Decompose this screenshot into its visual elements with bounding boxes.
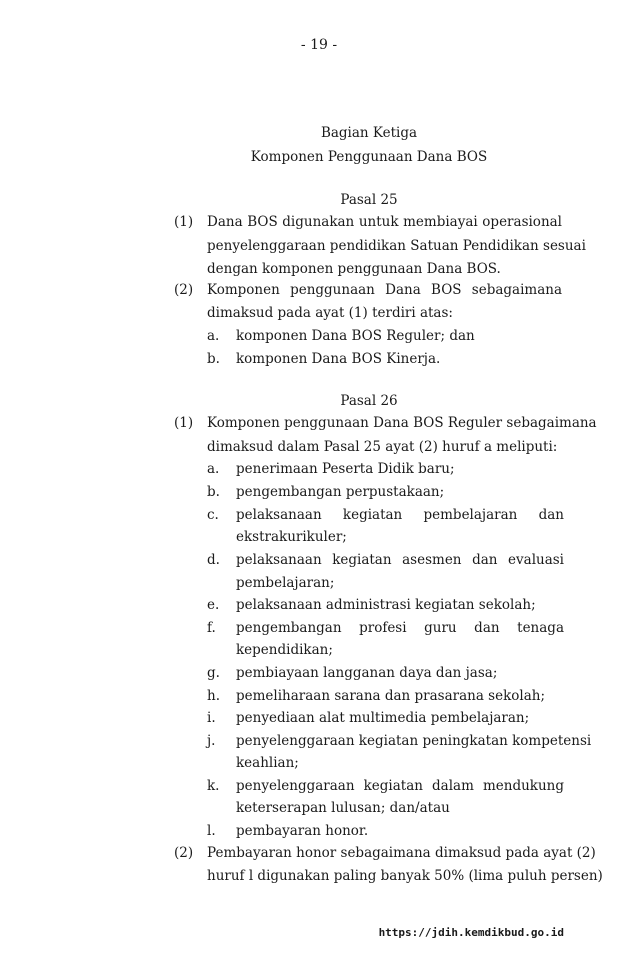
list-item: pengembangan perpustakaan; [236,484,445,500]
pasal-25-title: Pasal 25 [340,192,398,208]
list-marker: j. [207,733,216,749]
list-item: pelaksanaan kegiatan asesmen dan evaluasi [236,552,564,568]
list-item-continuation: keterserapan lulusan; dan/atau [236,800,450,816]
list-item: pemeliharaan sarana dan prasarana sekolah; [236,688,546,704]
list-item: komponen Dana BOS Reguler; dan [236,328,475,344]
list-marker: d. [207,552,220,568]
list-item-continuation: ekstrakurikuler; [236,529,347,545]
paragraph-line: dimaksud dalam Pasal 25 ayat (2) huruf a meliputi: [207,439,558,455]
list-item-continuation: kependidikan; [236,642,333,658]
list-marker: e. [207,597,220,613]
list-item-continuation: pembelajaran; [236,575,335,591]
list-item: penyediaan alat multimedia pembelajaran; [236,710,530,726]
list-marker: a. [207,328,220,344]
list-item-continuation: keahlian; [236,755,299,771]
paragraph-line: Komponen penggunaan Dana BOS sebagaimana [207,282,562,298]
list-marker: a. [207,461,220,477]
list-item: pelaksanaan kegiatan pembelajaran dan [236,507,564,523]
page-number: - 19 - [300,37,338,53]
footer-url[interactable]: https://jdih.kemdikbud.go.id [378,926,564,939]
list-item: penyelenggaraan kegiatan peningkatan kompetensi [236,733,592,749]
list-marker: l. [207,823,216,839]
paragraph-line: Komponen penggunaan Dana BOS Reguler sebagaimana [207,415,597,431]
list-marker: f. [207,620,216,636]
paragraph-line: Dana BOS digunakan untuk membiayai operasional [207,214,562,230]
paragraph-line: huruf l digunakan paling banyak 50% (lima puluh persen) [207,868,603,884]
ayat-number: (1) [174,415,194,431]
list-item: pelaksanaan administrasi kegiatan sekolah; [236,597,536,613]
list-item: penerimaan Peserta Didik baru; [236,461,455,477]
list-item: pembiayaan langganan daya dan jasa; [236,665,498,681]
list-marker: c. [207,507,219,523]
section-title: Komponen Penggunaan Dana BOS [250,149,488,165]
paragraph-line: Pembayaran honor sebagaimana dimaksud pada ayat (2) [207,845,596,861]
list-marker: k. [207,778,220,794]
list-item: komponen Dana BOS Kinerja. [236,351,441,367]
ayat-number: (2) [174,282,194,298]
section-heading: Bagian Ketiga [320,125,418,141]
ayat-number: (2) [174,845,194,861]
ayat-number: (1) [174,214,194,230]
paragraph-line: dengan komponen penggunaan Dana BOS. [207,261,501,277]
pasal-26-title: Pasal 26 [340,393,398,409]
list-marker: g. [207,665,220,681]
list-marker: i. [207,710,216,726]
list-marker: b. [207,484,220,500]
list-marker: b. [207,351,220,367]
list-item: penyelenggaraan kegiatan dalam mendukung [236,778,564,794]
paragraph-line: dimaksud pada ayat (1) terdiri atas: [207,305,453,321]
paragraph-line: penyelenggaraan pendidikan Satuan Pendidikan sesuai [207,238,586,254]
list-item: pengembangan profesi guru dan tenaga [236,620,564,636]
list-marker: h. [207,688,220,704]
list-item: pembayaran honor. [236,823,369,839]
